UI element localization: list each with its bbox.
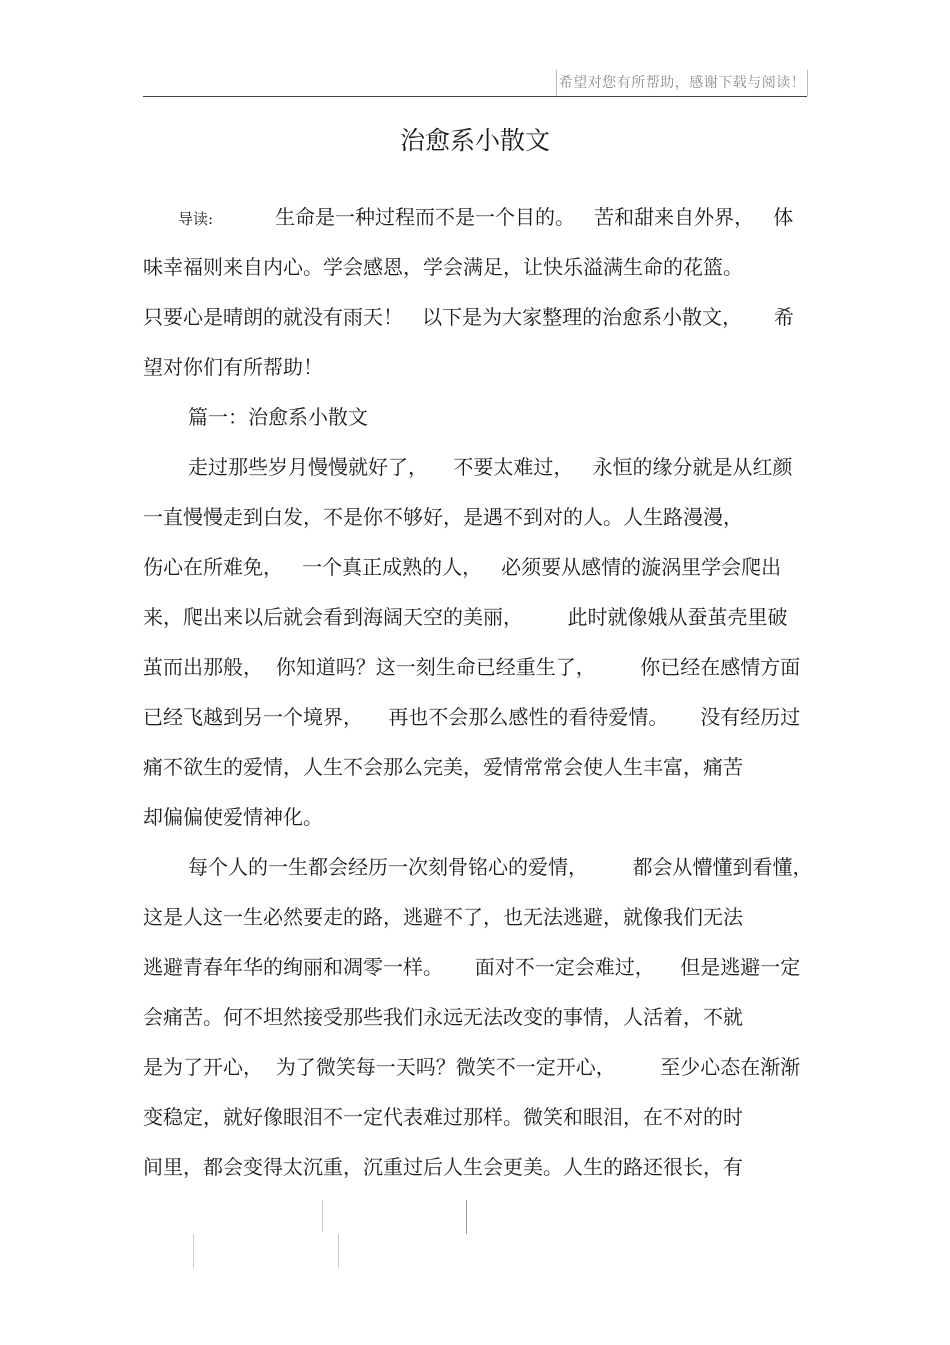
lead-line-4: 望对你们有所帮助！ [143, 355, 323, 379]
para2-line-6: 变稳定，就好像眼泪不一定代表难过那样。微笑和眼泪，在不对的时 [143, 1105, 743, 1129]
header-note: 希望对您有所帮助，感谢下载与阅读！ [556, 70, 808, 96]
para2-line-7: 间里，都会变得太沉重，沉重过后人生会更美。人生的路还很长，有 [143, 1155, 743, 1179]
lead-line-3: 只要心是晴朗的就没有雨天！ 以下是为大家整理的治愈系小散文， 希 [143, 305, 794, 329]
lead-label: 导读: [178, 210, 214, 228]
para2-line-5: 是为了开心， 为了微笑每一天吗？微笑不一定开心， 至少心态在渐渐 [143, 1055, 801, 1079]
section-title: 篇一：治愈系小散文 [188, 405, 368, 429]
para1-line-2: 一直慢慢走到白发，不是你不够好，是遇不到对的人。人生路漫漫， [143, 505, 743, 529]
artifact-line [466, 1200, 467, 1234]
para1-line-4: 来，爬出来以后就会看到海阔天空的美丽， 此时就像娥从蚕茧壳里破 [143, 605, 788, 629]
para2-line-4: 会痛苦。何不坦然接受那些我们永远无法改变的事情，人活着，不就 [143, 1005, 743, 1029]
artifact-line [338, 1234, 339, 1268]
lead-text-1: 生命是一种过程而不是一个目的。 苦和甜来自外界， 体 [275, 205, 794, 229]
lead-line-1 [178, 202, 793, 234]
para2-line-2: 这是人这一生必然要走的路，逃避不了，也无法逃避，就像我们无法 [143, 905, 743, 929]
para2-line-3: 逃避青春年华的绚丽和凋零一样。 面对不一定会难过， 但是逃避一定 [143, 955, 801, 979]
para1-line-1: 走过那些岁月慢慢就好了， 不要太难过， 永恒的缘分就是从红颜 [188, 455, 793, 479]
para1-line-8: 却偏偏使爱情神化。 [143, 805, 323, 829]
para2-line-1: 每个人的一生都会经历一次刻骨铭心的爱情， 都会从懵懂到看懂， [188, 855, 813, 879]
page-title: 治愈系小散文 [399, 126, 550, 155]
artifact-line [193, 1234, 194, 1268]
header-rule [143, 96, 807, 97]
para1-line-3: 伤心在所难免， 一个真正成熟的人， 必须要从感情的漩涡里学会爬出 [143, 555, 782, 579]
para1-line-5: 茧而出那般， 你知道吗？这一刻生命已经重生了， 你已经在感情方面 [143, 655, 801, 679]
artifact-line [322, 1200, 323, 1232]
lead-line-2: 味幸福则来自内心。学会感恩，学会满足，让快乐溢满生命的花篮。 [143, 255, 743, 279]
para1-line-6: 已经飞越到另一个境界， 再也不会那么感性的看待爱情。 没有经历过 [143, 705, 801, 729]
para1-line-7: 痛不欲生的爱情，人生不会那么完美，爱情常常会使人生丰富，痛苦 [143, 755, 743, 779]
